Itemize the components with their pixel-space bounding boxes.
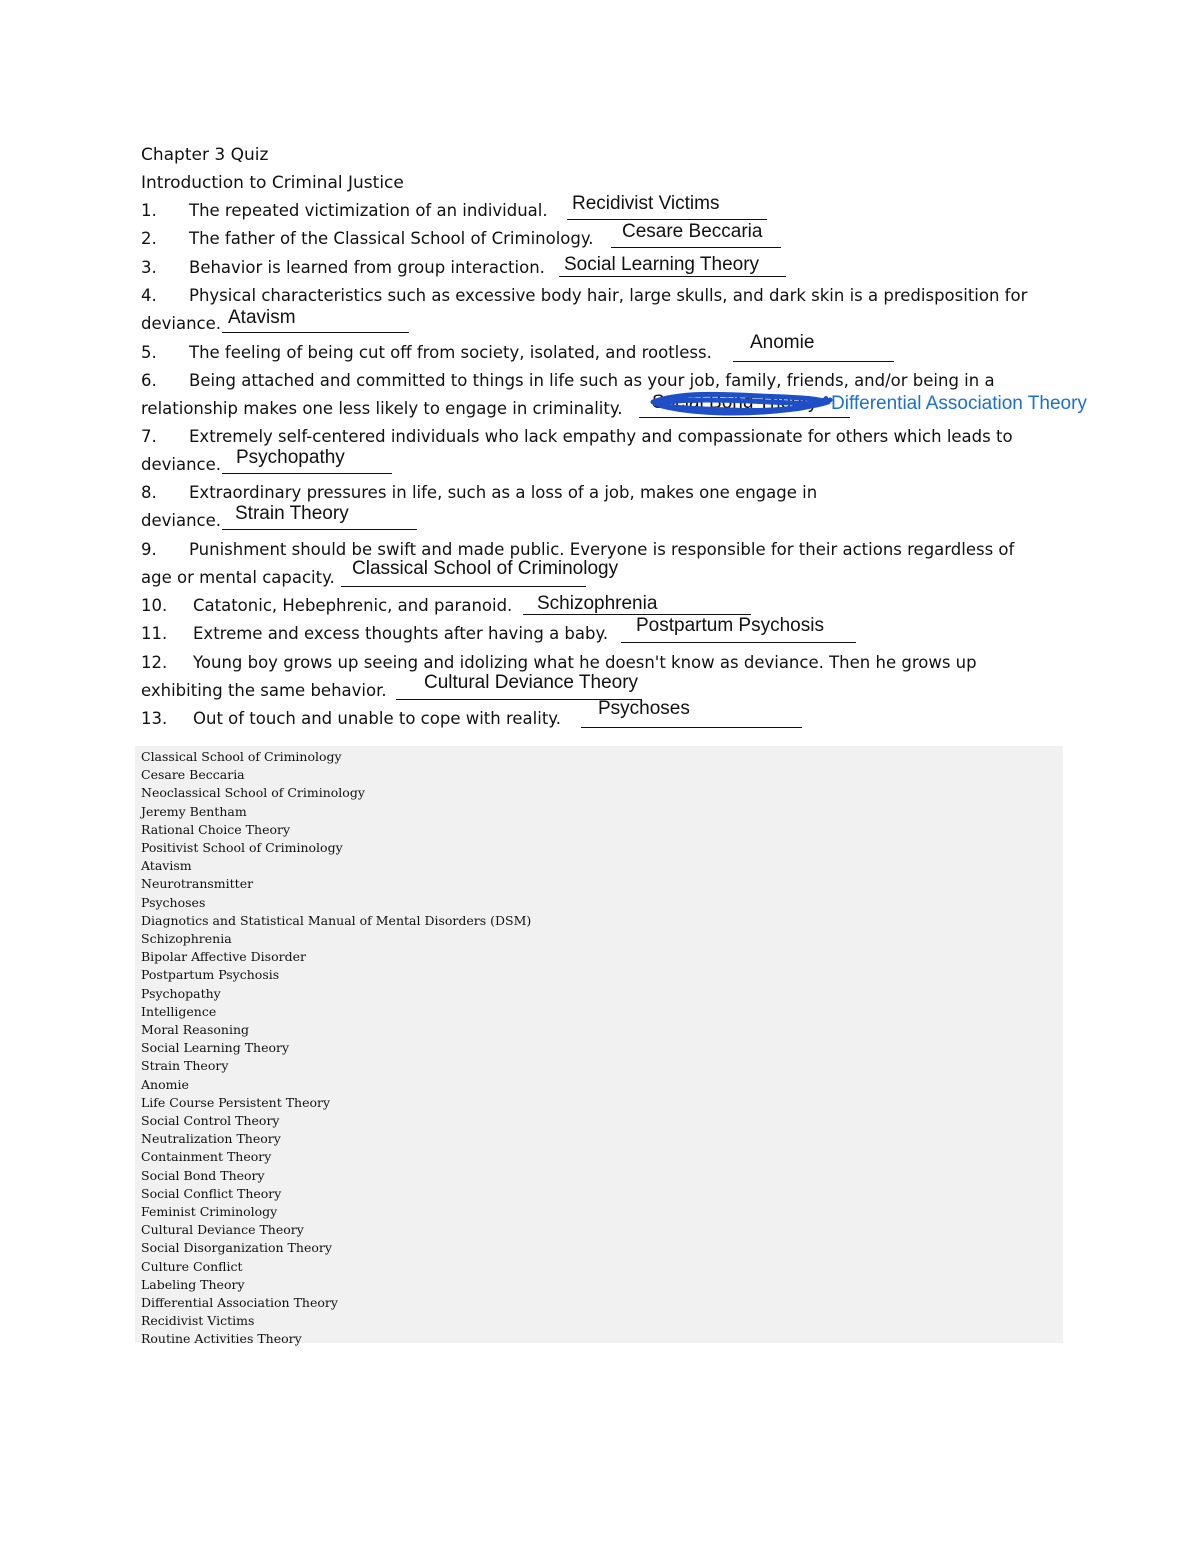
scribble-strikeout-icon — [650, 388, 835, 420]
word-bank-item: Neoclassical School of Criminology — [141, 785, 365, 801]
question-9: 9. Punishment should be swift and made public. Everyone is responsible for their actions regardless of — [141, 540, 1015, 559]
answer-11[interactable]: Postpartum Psychosis — [636, 615, 824, 636]
word-bank-item: Social Disorganization Theory — [141, 1240, 332, 1256]
question-8-continued: deviance. — [141, 511, 222, 530]
question-6: 6. Being attached and committed to things in life such as your job, family, friends, and/or being in a — [141, 371, 995, 390]
answer-10[interactable]: Schizophrenia — [537, 593, 658, 614]
word-bank-item: Schizophrenia — [141, 931, 232, 946]
word-bank-item: Positivist School of Criminology — [141, 840, 343, 855]
word-bank-item: Jeremy Bentham — [141, 803, 247, 819]
answer-3[interactable]: Social Learning Theory — [564, 254, 760, 275]
word-bank-item: Life Course Persistent Theory — [141, 1094, 331, 1110]
word-bank-item: Cesare Beccaria — [141, 767, 245, 783]
word-bank-item: Social Bond Theory — [141, 1167, 265, 1183]
answer-5[interactable]: Anomie — [750, 332, 815, 353]
question-7: 7. Extremely self-centered individuals who lack empathy and compassionate for others which leads to — [141, 427, 1013, 446]
question-12: 12. Young boy grows up seeing and idolizing what he doesn't know as deviance. Then he grows up — [141, 653, 977, 672]
page-subtitle: Introduction to Criminal Justice — [141, 173, 404, 193]
word-bank-item: Social Control Theory — [141, 1113, 280, 1128]
answer-blank-9[interactable] — [341, 586, 586, 587]
word-bank-item: Postpartum Psychosis — [141, 967, 280, 983]
word-bank-item: Feminist Criminology — [141, 1204, 278, 1219]
answer-blank-2[interactable] — [611, 247, 781, 248]
answer-blank-7[interactable] — [222, 473, 392, 474]
question-8: 8. Extraordinary pressures in life, such as a loss of a job, makes one engage in — [141, 483, 818, 502]
answer-9[interactable]: Classical School of Criminology — [352, 558, 619, 579]
word-bank-item: Classical School of Criminology — [141, 749, 342, 764]
question-1: 1. The repeated victimization of an individual. — [141, 201, 548, 220]
word-bank-item: Strain Theory — [141, 1058, 229, 1074]
word-bank-item: Social Conflict Theory — [141, 1185, 282, 1201]
answer-7[interactable]: Psychopathy — [236, 447, 345, 468]
answer-blank-8[interactable] — [222, 529, 417, 530]
word-bank-item: Rational Choice Theory — [141, 821, 291, 837]
answer-1[interactable]: Recidivist Victims — [572, 193, 720, 214]
answer-2[interactable]: Cesare Beccaria — [622, 221, 763, 242]
answer-blank-13[interactable] — [581, 727, 802, 728]
word-bank-item: Neurotransmitter — [141, 876, 254, 892]
question-6-continued: relationship makes one less likely to engage in criminality. — [141, 399, 623, 418]
question-4: 4. Physical characteristics such as excessive body hair, large skulls, and dark skin is a predisposition for — [141, 286, 1028, 305]
answer-blank-5[interactable] — [733, 361, 894, 362]
page-title: Chapter 3 Quiz — [141, 145, 269, 165]
question-10: 10. Catatonic, Hebephrenic, and paranoid. — [141, 596, 513, 615]
answer-blank-3[interactable] — [559, 276, 786, 277]
question-13: 13. Out of touch and unable to cope with reality. — [141, 709, 561, 728]
answer-12[interactable]: Cultural Deviance Theory — [424, 672, 639, 693]
word-bank-item: Neutralization Theory — [141, 1131, 281, 1147]
word-bank-item: Diagnotics and Statistical Manual of Mental Disorders (DSM) — [141, 912, 532, 928]
word-bank-item: Bipolar Affective Disorder — [141, 949, 306, 965]
answer-8[interactable]: Strain Theory — [235, 503, 349, 524]
question-7-continued: deviance. — [141, 455, 222, 474]
word-bank-item: Psychoses — [141, 894, 206, 910]
word-bank-item: Cultural Deviance Theory — [141, 1222, 304, 1238]
question-2: 2. The father of the Classical School of Criminology. — [141, 229, 594, 248]
word-bank-item: Differential Association Theory — [141, 1295, 338, 1310]
question-3: 3. Behavior is learned from group interaction. — [141, 258, 545, 277]
word-bank-item: Psychopathy — [141, 985, 221, 1001]
word-bank-item: Atavism — [141, 858, 192, 874]
answer-blank-11[interactable] — [621, 642, 856, 643]
question-5: 5. The feeling of being cut off from society, isolated, and rootless. — [141, 343, 712, 362]
answer-6[interactable]: Differential Association Theory — [831, 393, 1087, 414]
word-bank-item: Moral Reasoning — [141, 1022, 250, 1037]
question-4-continued: deviance. — [141, 314, 222, 333]
word-bank-item: Anomie — [141, 1076, 189, 1092]
answer-4[interactable]: Atavism — [228, 307, 296, 328]
word-bank-item: Routine Activities Theory — [141, 1331, 302, 1347]
answer-13[interactable]: Psychoses — [598, 698, 690, 719]
question-11: 11. Extreme and excess thoughts after having a baby. — [141, 624, 609, 643]
word-bank-item: Containment Theory — [141, 1149, 272, 1165]
question-9-continued: age or mental capacity. — [141, 568, 335, 587]
question-12-continued: exhibiting the same behavior. — [141, 681, 387, 700]
answer-blank-1[interactable] — [567, 219, 767, 220]
word-bank-item: Culture Conflict — [141, 1258, 243, 1274]
word-bank-item: Recidivist Victims — [141, 1313, 255, 1329]
answer-blank-4[interactable] — [222, 332, 409, 333]
word-bank-item: Labeling Theory — [141, 1276, 245, 1292]
answer-6-crossed-out: Social Bond Theory — [652, 392, 818, 413]
word-bank-item: Social Learning Theory — [141, 1040, 290, 1056]
word-bank-item: Intelligence — [141, 1003, 217, 1019]
